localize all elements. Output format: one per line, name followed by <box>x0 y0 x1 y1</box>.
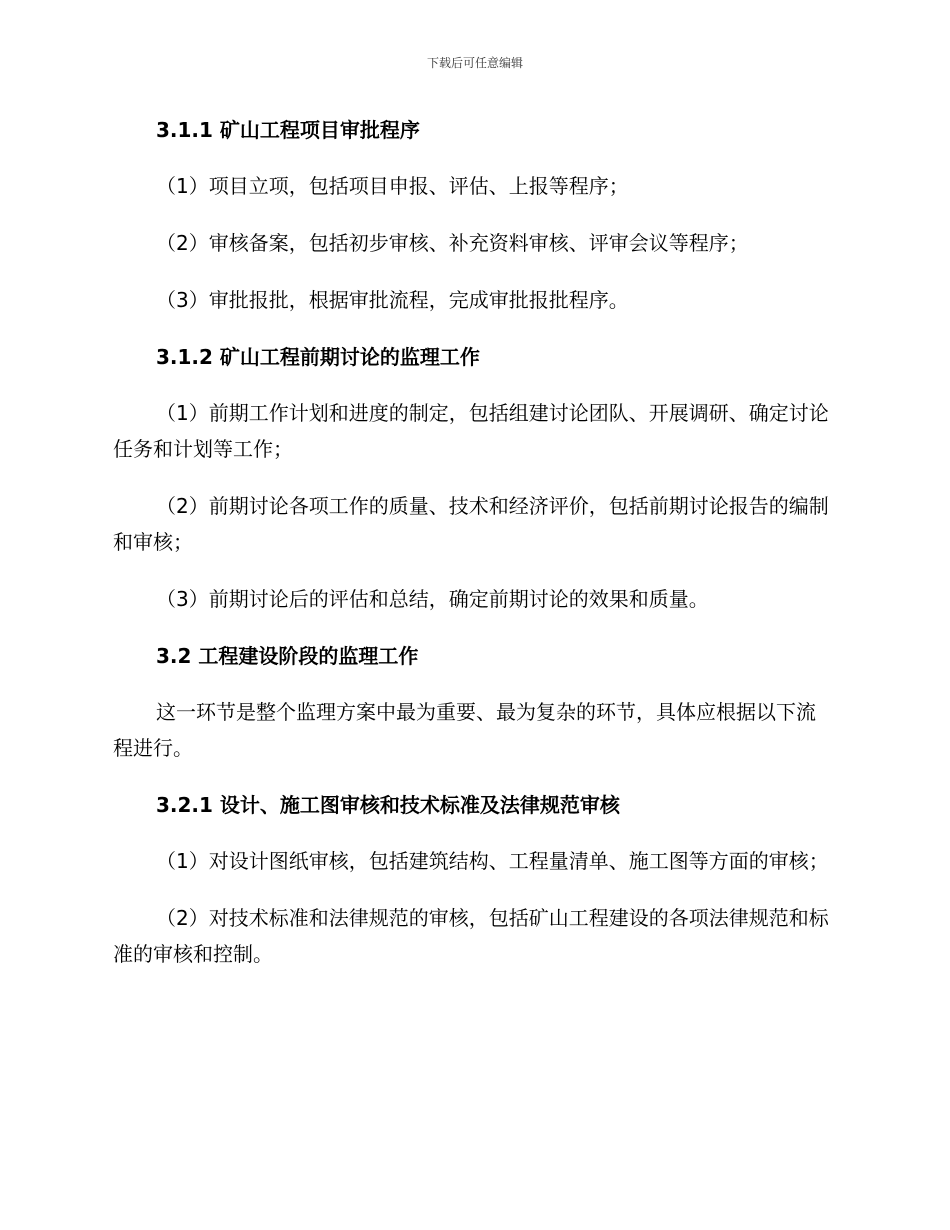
paragraph-item: （1）前期工作计划和进度的制定，包括组建讨论团队、开展调研、确定讨论任务和计划等工作； <box>113 401 829 461</box>
section-heading-3-2: 3.2 工程建设阶段的监理工作 <box>156 644 419 668</box>
paragraph-item: （1）项目立项，包括项目申报、评估、上报等程序； <box>156 174 629 198</box>
paragraph-item: （3）前期讨论后的评估和总结，确定前期讨论的效果和质量。 <box>156 587 709 611</box>
paragraph-item: （1）对设计图纸审核，包括建筑结构、工程量清单、施工图等方面的审核； <box>156 849 829 873</box>
page-header: 下载后可任意编辑 <box>426 56 523 70</box>
section-heading-3-1-2: 3.1.2 矿山工程前期讨论的监理工作 <box>156 345 480 369</box>
paragraph-item: （2）审核备案，包括初步审核、补充资料审核、评审会议等程序； <box>156 231 749 255</box>
paragraph-text: 这一环节是整个监理方案中最为重要、最为复杂的环节，具体应根据以下流程进行。 <box>113 700 816 760</box>
section-heading-3-2-1: 3.2.1 设计、施工图审核和技术标准及法律规范审核 <box>156 793 620 817</box>
paragraph-item: （2）对技术标准和法律规范的审核，包括矿山工程建设的各项法律规范和标准的审核和控制。 <box>113 906 829 966</box>
document-body <box>113 112 833 993</box>
paragraph-item: （2）前期讨论各项工作的质量、技术和经济评价，包括前期讨论报告的编制和审核； <box>113 494 829 554</box>
section-heading-3-1-1: 3.1.1 矿山工程项目审批程序 <box>156 118 420 142</box>
paragraph-item: （3）审批报批，根据审批流程，完成审批报批程序。 <box>156 288 629 312</box>
